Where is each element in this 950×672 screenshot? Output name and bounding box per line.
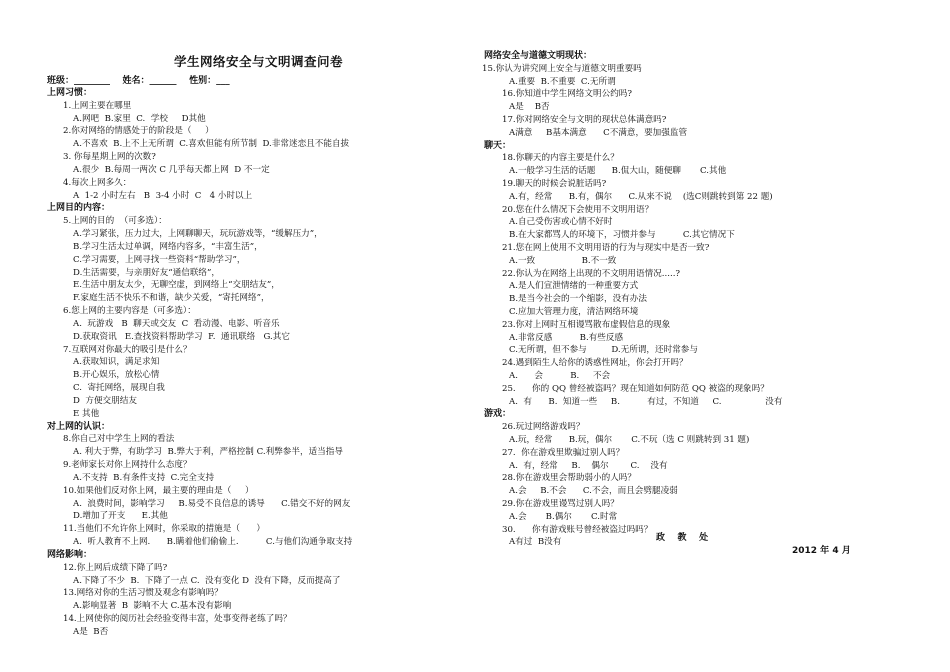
question-text: 25. 你的 QQ 曾经被盗吗？现在知道如何防范 QQ 被盗的现象吗？ xyxy=(502,383,769,394)
answer-options: A.非常反感 B.有些反感 xyxy=(509,332,624,343)
answer-options: A.不喜欢 B.上不上无所谓 C.喜欢但能有所节制 D.非常迷恋且不能自拔 xyxy=(73,139,350,150)
answer-options: A. 浪费时间，影响学习 B.易受不良信息的诱导 C.错交不好的网友 xyxy=(73,498,351,509)
question-text: 13.网络对你的生活习惯及观念有影响吗？ xyxy=(63,588,223,599)
right-column xyxy=(470,0,950,672)
answer-options: A.会 B.不会 C.不会，而且会劈腿凌弱 xyxy=(509,486,678,497)
answer-options: C. 寄托网络，展现自我 xyxy=(73,383,165,394)
answer-options: A.玩，经常 B.玩，偶尔 C.不玩（选 C 则跳转到 31 题) xyxy=(509,435,750,445)
answer-options: A.自己受伤害或心情不好时 xyxy=(509,217,613,228)
question-text: 19.聊天的时候会说脏话吗? xyxy=(502,179,607,189)
answer-options: A.是人们宣泄情绪的一种重要方式 xyxy=(509,281,639,292)
section-heading: 网络安全与道德文明现状： xyxy=(484,51,593,61)
answer-options: D 方便交朋结友 xyxy=(73,395,137,406)
answer-options: A满意 B基本满意 C不满意，要加强监管 xyxy=(509,127,688,138)
answer-options: A.很少 B.每周一两次 C 几乎每天都上网 D 不一定 xyxy=(73,164,270,175)
answer-options: A. 玩游戏 B 聊天或交友 C 看动漫、电影、听音乐 xyxy=(73,318,280,329)
question-text: 1.上网主要在哪里 xyxy=(63,100,132,111)
section-heading: 上网习惯： xyxy=(47,88,93,98)
section-heading: 上网目的内容： xyxy=(47,203,111,214)
left-column xyxy=(0,0,470,672)
survey-title: 学生网络安全与文明调查问卷 xyxy=(174,54,344,69)
answer-options: C.无所谓，但不参与 D.无所谓，还时常参与 xyxy=(509,345,698,356)
answer-options: A. 有，经常 B. 偶尔 C. 没有 xyxy=(509,460,668,471)
question-text: 18.你聊天的内容主要是什么？ xyxy=(502,153,619,164)
question-text: 3. 你每星期上网的次数? xyxy=(63,152,156,163)
question-text: 29.你在游戏里谩骂过别人吗？ xyxy=(502,499,619,509)
answer-options: B.是当今社会的一个缩影，没有办法 xyxy=(509,294,647,305)
section-heading: 游戏： xyxy=(484,409,512,420)
question-text: 7.互联网对你最大的吸引是什么？ xyxy=(63,344,192,355)
question-text: 26.玩过网络游戏吗？ xyxy=(502,422,585,433)
question-text: 21.您在网上使用不文明用语的行为与现实中是否一致? xyxy=(502,243,710,253)
question-text: 15.你认为讲究网上安全与道德文明重要吗 xyxy=(482,63,642,74)
answer-options: E.生活中朋友太少，无聊空虚，到网络上“交朋结友”， xyxy=(73,280,280,291)
question-text: 23.你对上网时互相谩骂散布虚假信息的现象 xyxy=(502,319,671,330)
question-text: 5.上网的目的 （可多选）： xyxy=(63,216,167,227)
question-text: 27. 你在游戏里欺骗过别人吗？ xyxy=(502,447,625,458)
answer-options: A.重要 B.不重要 C.无所谓 xyxy=(509,76,616,87)
question-text: 17.你对网络安全与文明的现状总体满意吗? xyxy=(502,115,667,125)
question-text: 11.当他们不允许你上网时，你采取的措施是（ ） xyxy=(63,524,265,535)
answer-options: A是 B否 xyxy=(73,626,109,637)
answer-options: A.一致 B.不一致 xyxy=(509,255,617,266)
question-text: 12.你上网后成绩下降了吗? xyxy=(63,562,168,573)
answer-options: C.学习需要，上网寻找一些资料“帮助学习”， xyxy=(73,254,246,265)
student-info-line: 班级：________ 姓名：______ 性别：___ xyxy=(47,76,230,86)
answer-options: B.学习生活太过单调，网络内容多，“丰富生活”， xyxy=(73,241,263,252)
answer-options: A 1-2 小时左右 B 3-4 小时 C 4 小时以上 xyxy=(73,190,253,201)
answer-options: A.网吧 B.家里 C. 学校 D其他 xyxy=(73,113,206,124)
answer-options: A.不支持 B.有条件支持 C.完全支持 xyxy=(73,472,215,483)
section-heading: 聊天： xyxy=(484,140,512,151)
answer-options: A是 B否 xyxy=(509,102,550,113)
question-text: 9.老师家长对你上网持什么态度？ xyxy=(63,460,192,471)
answer-options: A. 利大于弊，有助学习 B.弊大于利，严格控制 C.利弊参半，适当指导 xyxy=(73,447,343,458)
question-text: 8.你自己对中学生上网的看法 xyxy=(63,434,175,445)
office-signature: 政 教 处 xyxy=(656,533,709,543)
question-text: 6.您上网的主要内容是（可多选）： xyxy=(63,306,196,317)
answer-options: A.有，经常 B.有，偶尔 C.从来不说 (选C则跳转到第 22 题) xyxy=(509,191,773,202)
answer-options: F.家庭生活不快乐不和谐，缺少关爱，“寄托网络”， xyxy=(73,293,270,304)
question-text: 22.你认为在网络上出现的不文明用语情况.....? xyxy=(502,268,681,279)
answer-options: A有过 B没有 xyxy=(509,537,562,548)
answer-options: A.获取知识，满足求知 xyxy=(73,357,160,368)
answer-options: A. 有 B. 知道一些 B. 有过，不知道 C. 没有 xyxy=(509,396,783,407)
answer-options: A.下降了不少 B. 下降了一点 C. 没有变化 D 没有下降，反而提高了 xyxy=(73,575,341,586)
answer-options: A.一般学习生活的话题 B.侃大山，随便聊 C.其他 xyxy=(509,166,727,177)
answer-options: B.在大家都骂人的环境下，习惯并参与 C.其它情况下 xyxy=(509,230,735,241)
answer-options: A.会 B.偶尔 C.时常 xyxy=(509,511,618,522)
section-heading: 对上网的认识： xyxy=(47,421,111,432)
answer-options: D.增加了开支 E.其他 xyxy=(73,511,168,522)
question-text: 30. 你有游戏账号曾经被盗过吗吗？ xyxy=(502,524,653,535)
question-text: 2.你对网络的情感处于的阶段是（ ） xyxy=(63,126,214,137)
answer-options: B.开心娱乐，放松心情 xyxy=(73,370,160,381)
answer-options: D.生活需要，与亲朋好友“通信联络”， xyxy=(73,267,221,278)
answer-options: C.应加大管理力度，清洁网络环境 xyxy=(509,307,639,317)
question-text: 4.每次上网多久： xyxy=(63,177,132,188)
answer-options: E 其他 xyxy=(73,408,100,419)
answer-options: A. 听人教育不上网. B.瞒着他们偷偷上. C.与他们沟通争取支持 xyxy=(73,537,353,548)
section-heading: 网络影响： xyxy=(47,549,93,560)
answer-options: A.影响显著 B 影响不大 C.基本没有影响 xyxy=(73,601,232,612)
answer-options: A.学习紧张，压力过大，上网聊聊天，玩玩游戏等，“缓解压力”， xyxy=(73,229,323,240)
answer-options: D.获取资讯 E.查找资料帮助学习 F. 通讯联络 G.其它 xyxy=(73,331,290,342)
question-text: 16.你知道中学生网络文明公约吗? xyxy=(502,89,632,100)
question-text: 24.遇到陌生人给你的诱惑性网址，你会打开吗？ xyxy=(502,358,688,369)
question-text: 14.上网使你的阅历社会经验变得丰富，处事变得老练了吗？ xyxy=(63,614,292,625)
answer-options: A. 会 B. 不会 xyxy=(509,371,611,381)
date-line: 2012 年 4 月 xyxy=(792,546,851,556)
question-text: 28.你在游戏里会帮助弱小的人吗？ xyxy=(502,473,636,484)
question-text: 10.如果他们反对你上网，最主要的理由是（ ） xyxy=(63,485,254,496)
question-text: 20.您在什么情况下会使用不文明用语？ xyxy=(502,204,654,215)
